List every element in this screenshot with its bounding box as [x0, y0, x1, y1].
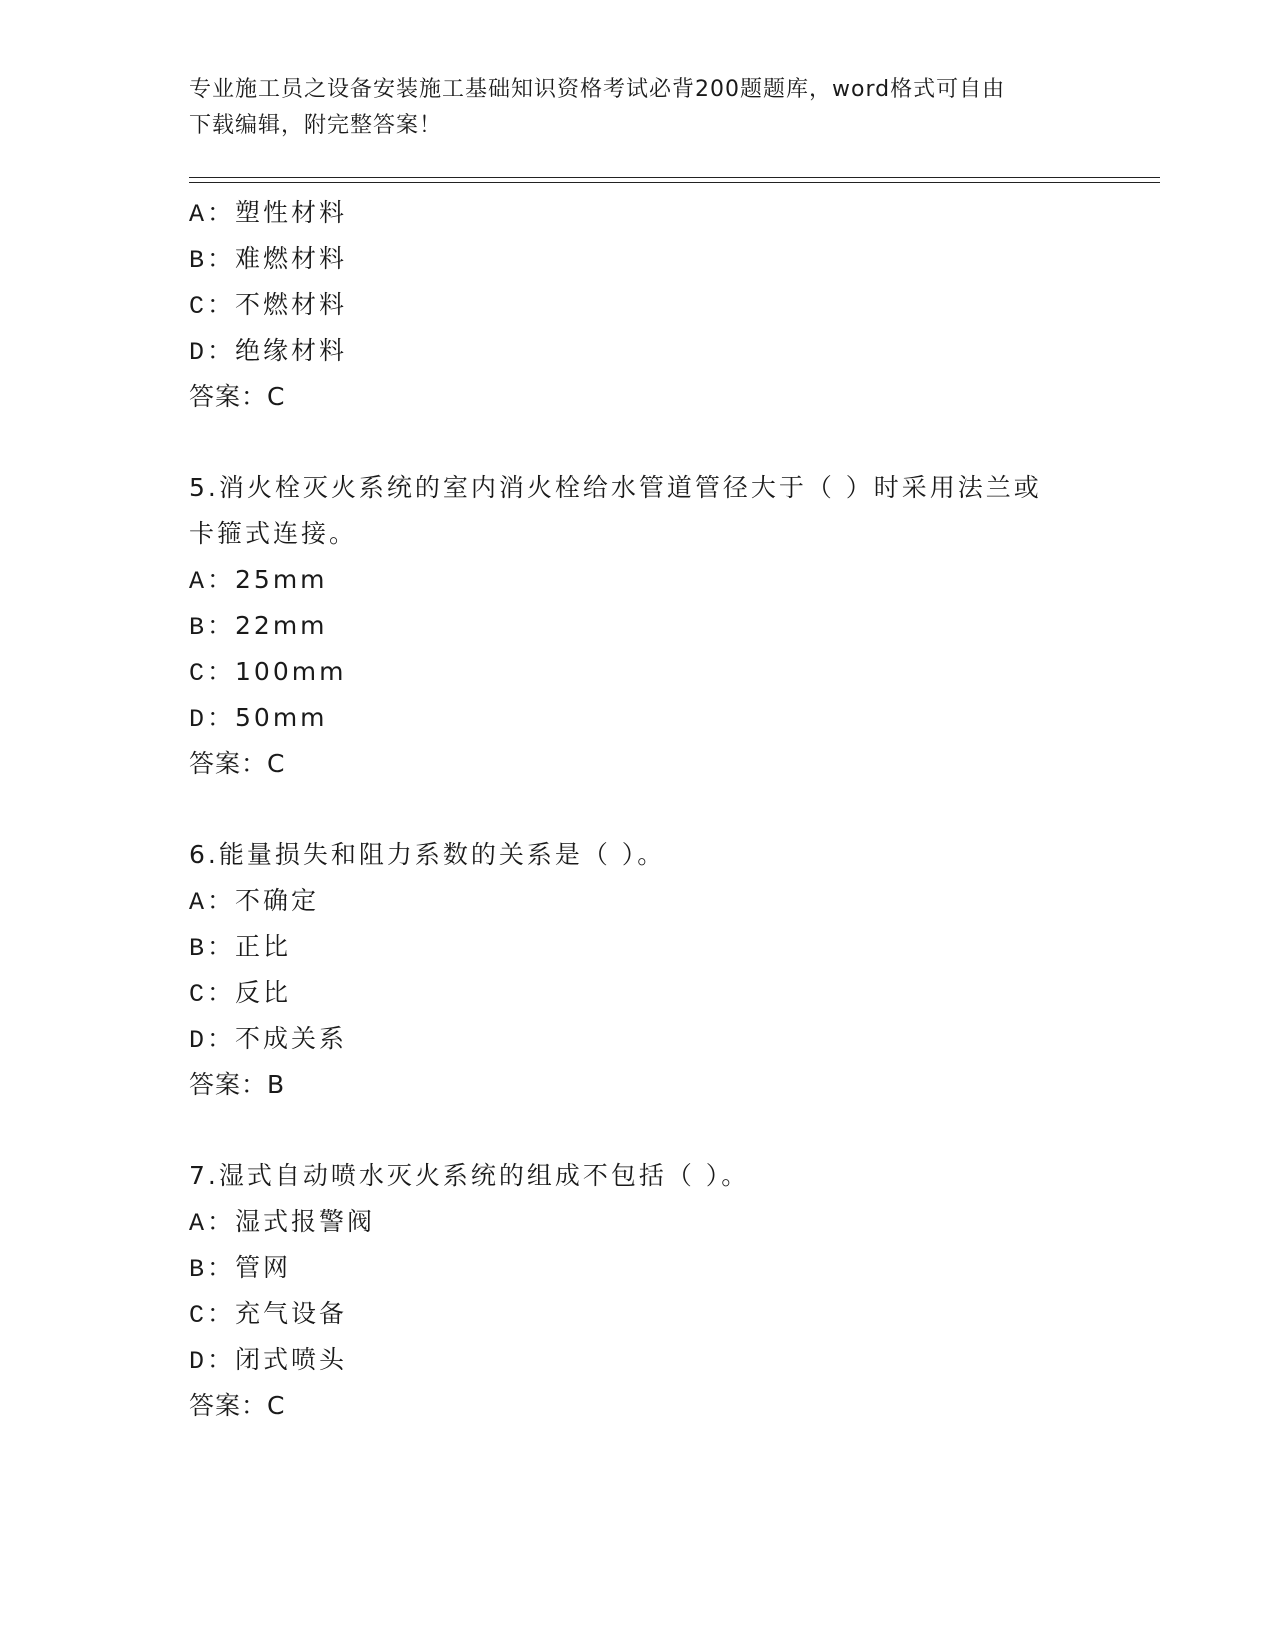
option-a [189, 557, 1109, 603]
option-b [189, 236, 1109, 282]
option-d [189, 328, 1109, 374]
option-text: 绝缘材料 [235, 336, 348, 365]
option-c [189, 649, 1109, 695]
option-d [189, 695, 1109, 741]
question-block-partial [189, 190, 1109, 420]
question-stem: 5.消火栓灭火系统的室内消火栓给水管道管径大于（ ）时采用法兰或 [189, 473, 1042, 502]
option-c [189, 1291, 1109, 1337]
document-header [189, 72, 1089, 144]
header-divider-bottom [189, 182, 1160, 183]
answer-line: 答案：B [189, 1070, 286, 1099]
option-letter: A： [189, 567, 236, 596]
option-letter: C： [189, 659, 236, 688]
header-divider-top [189, 177, 1160, 178]
option-text: 湿式报警阀 [235, 1207, 376, 1236]
option-letter: C： [189, 980, 236, 1009]
option-b [189, 603, 1109, 649]
option-text: 难燃材料 [235, 244, 348, 273]
option-letter: D： [189, 1026, 236, 1055]
option-letter: B： [189, 934, 236, 963]
option-text: 不确定 [235, 886, 320, 915]
option-c [189, 970, 1109, 1016]
header-line-2: 下载编辑，附完整答案！ [189, 113, 443, 138]
question-stem: 6.能量损失和阻力系数的关系是（ ）。 [189, 840, 666, 869]
option-letter: A： [189, 1209, 236, 1238]
option-d [189, 1337, 1109, 1383]
option-letter: C： [189, 1301, 236, 1330]
question-block-7 [189, 1153, 1109, 1429]
header-line-1: 专业施工员之设备安装施工基础知识资格考试必背200题题库，word格式可自由 [189, 77, 1006, 102]
option-b [189, 924, 1109, 970]
option-text: 闭式喷头 [235, 1345, 348, 1374]
option-b [189, 1245, 1109, 1291]
question-block-5 [189, 465, 1109, 787]
question-stem-continued: 卡箍式连接。 [189, 519, 358, 548]
option-letter: D： [189, 705, 236, 734]
option-c [189, 282, 1109, 328]
question-list [189, 190, 1109, 1429]
question-block-6 [189, 832, 1109, 1108]
option-text: 反比 [235, 978, 292, 1007]
option-a [189, 190, 1109, 236]
question-stem: 7.湿式自动喷水灭火系统的组成不包括（ ）。 [189, 1161, 750, 1190]
option-letter: A： [189, 888, 236, 917]
option-text: 100mm [235, 657, 347, 686]
answer-line: 答案：C [189, 749, 286, 778]
answer-line: 答案：C [189, 382, 286, 411]
option-text: 不燃材料 [235, 290, 348, 319]
option-text: 50mm [235, 703, 328, 732]
option-text: 正比 [235, 932, 292, 961]
option-letter: C： [189, 292, 236, 321]
option-letter: D： [189, 1347, 236, 1376]
option-text: 不成关系 [235, 1024, 348, 1053]
option-a [189, 1199, 1109, 1245]
option-text: 充气设备 [235, 1299, 348, 1328]
option-d [189, 1016, 1109, 1062]
option-a [189, 878, 1109, 924]
option-letter: D： [189, 338, 236, 367]
answer-line: 答案：C [189, 1391, 286, 1420]
option-text: 25mm [235, 565, 328, 594]
option-letter: A： [189, 200, 236, 229]
option-letter: B： [189, 246, 236, 275]
option-text: 22mm [235, 611, 328, 640]
option-text: 塑性材料 [235, 198, 348, 227]
option-letter: B： [189, 1255, 236, 1284]
option-text: 管网 [235, 1253, 292, 1282]
option-letter: B： [189, 613, 236, 642]
